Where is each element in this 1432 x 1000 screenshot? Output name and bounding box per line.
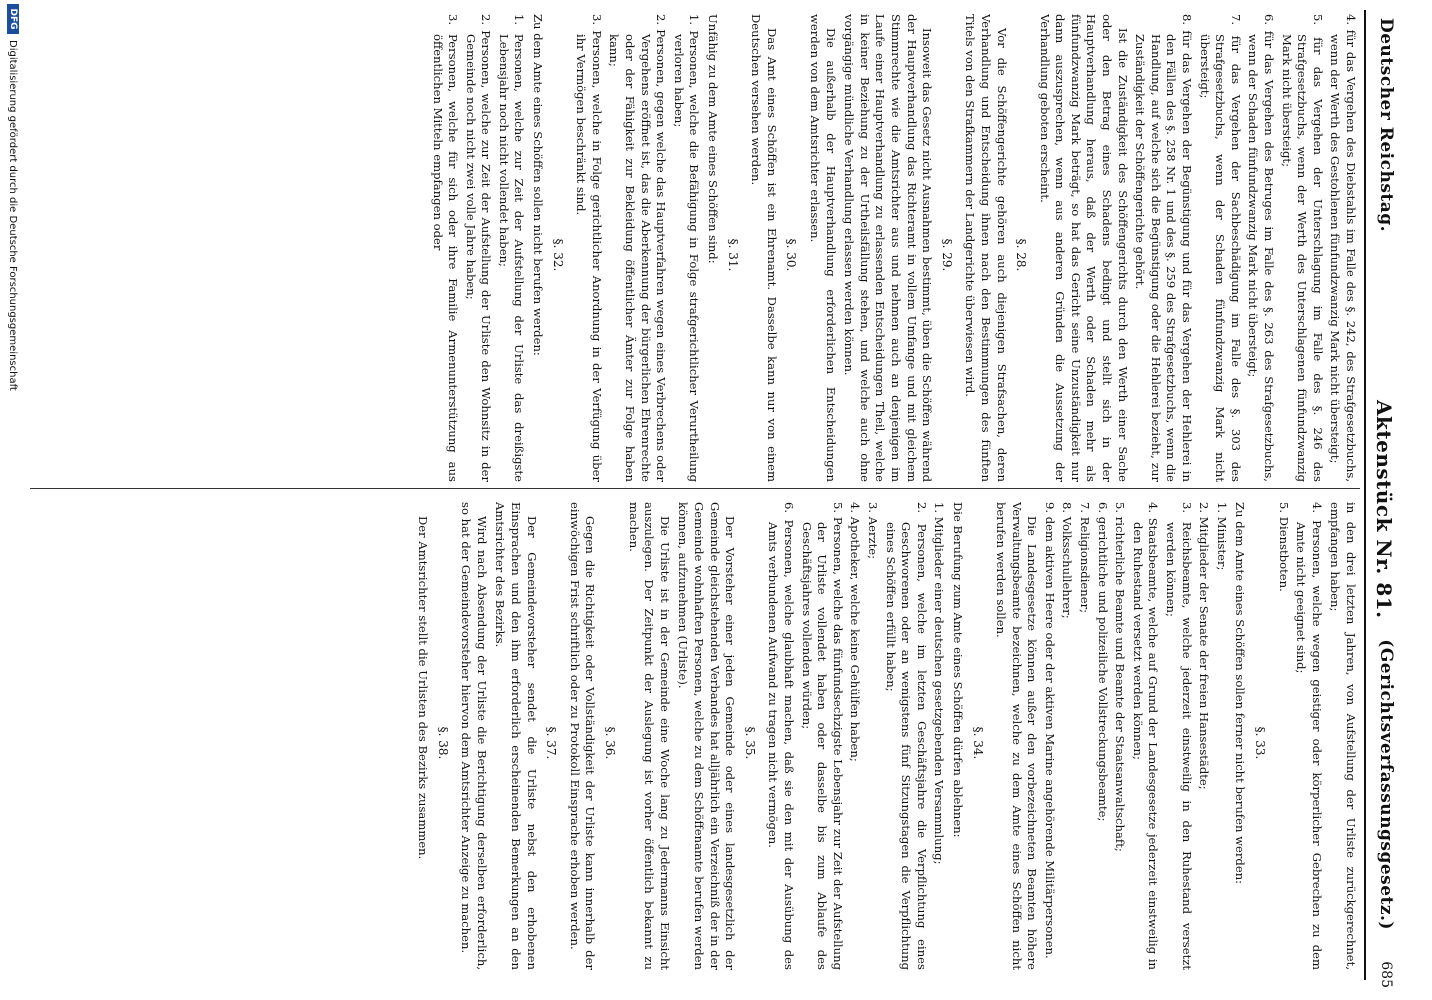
text-column-right	[38, 502, 1358, 970]
section-heading: §. 36.	[603, 726, 618, 760]
paragraph: Der Amtsrichter stellt die Urlisten des Bezirks zusammen.	[416, 516, 431, 860]
dfg-logo: DFG	[7, 4, 19, 34]
header-document-number: Aktenstück Nr. 81.	[1372, 400, 1396, 619]
section-heading: §. 31.	[725, 238, 740, 272]
paragraph: Insoweit das Gesetz nicht Ausnahmen bestimmt, üben die Schöffen während der Hauptverhandlung das Richteramt in vollem Umfange und mit gleichem Stimmrechte wie die Amtsrichter aus und nehmen auch an denjenigen im Laufe einer Hauptverhandlung zu erlassenden Entscheidungen Theil, welche in keiner Beziehung zu der Urtheilsfällung stehen, und welche auch ohne vorgängige mündliche Verhandlung erlassen werden können.	[842, 14, 935, 482]
list-item: 4. für das Vergehen des Diebstahls im Falle des §. 242, des Strafgesetzbuchs, wenn der Werth des Gestohlenen fünfundzwanzig Mark nicht übersteigt;	[1328, 14, 1358, 482]
paragraph: Der Vorsteher einer jeden Gemeinde oder eines landesgesetzlich der Gemeinde gleichstehenden Verbandes hat alljährlich ein Verzeichniß der in der Gemeinde wohnhaften Personen, welche zu dem Schöffenamte berufen werden können, aufzunehmen (Urliste).	[676, 502, 738, 970]
paragraph: Zu dem Amte eines Schöffen sollen ferner nicht berufen werden:	[1233, 502, 1248, 885]
paragraph: Unfähig zu dem Amte eines Schöffen sind:	[706, 14, 721, 264]
list-item: 3. Reichsbeamte, welche jederzeit einstweilig in den Ruhestand versetzt werden können;	[1164, 502, 1194, 970]
paragraph: Wird nach Absendung der Urliste die Berichtigung derselben erforderlich, so hat der Gemeindevorsteher hiervon dem Amtsrichter Anzeige zu machen.	[459, 502, 489, 970]
section-heading: §. 32.	[550, 238, 565, 272]
paragraph: Die Landesgesetze können außer den vorbezeichneten Beamten höhere Verwaltungsbeamte bezeichnen, welche zu dem Amte eines Schöffen nicht berufen werden sollen.	[994, 502, 1040, 970]
paragraph: Die Berufung zum Amte eines Schöffen dürfen ablehnen:	[950, 502, 965, 838]
paragraph: Das Amt eines Schöffen ist ein Ehrenamt. Dasselbe kann nur von einem Deutschen versehen werden.	[749, 14, 779, 482]
list-item: 3. Aerzte;	[865, 502, 880, 560]
header-law-title: (Gerichtsverfassungsgesetz.)	[1376, 639, 1396, 930]
list-item: 7. Religionsdiener;	[1078, 502, 1093, 614]
section-heading: §. 30.	[784, 238, 799, 272]
list-item: 5. richterliche Beamte und Beamte der Staatsanwaltschaft;	[1113, 502, 1128, 852]
list-item: 5. Personen, welche das fünfundsechzigste Lebensjahr zur Zeit der Aufstellung der Urliste vollendet haben oder dasselbe bis zum Ablaufe des Geschäftsjahres vollenden würden;	[799, 502, 845, 970]
section-heading: §. 38.	[435, 726, 450, 760]
list-item: 4. Staatsbeamte, welche auf Grund der Landesgesetze jederzeit einstweilig in den Ruhestand versetzt werden können;	[1130, 502, 1161, 970]
paragraph: Die Urliste ist in der Gemeinde eine Woche lang zu Jedermanns Einsicht auszulegen. Der Zeitpunkt der Auslegung ist vorher öffentlich bekannt zu machen.	[626, 502, 672, 970]
paragraph: Ist die Zuständigkeit des Schöffengerichts durch den Werth einer Sache oder den Betrag eines Schadens bedingt und stellt sich in der Hauptverhandlung heraus, daß der Werth oder Schaden mehr als fünfundzwanzig Mark beträgt, so hat das Gericht seine Unzuständigkeit nur dann auszusprechen, wenn aus anderen Gründen die Aussetzung der Verhandlung geboten erscheint.	[1037, 14, 1130, 482]
text-column-left	[38, 14, 1358, 482]
list-item: 6. Personen, welche glaubhaft machen, daß sie den mit der Ausübung des Amts verbundenen Aufwand zu tragen nicht vermögen.	[766, 502, 796, 970]
list-item: 6. gerichtliche und polizeiliche Vollstreckungsbeamte;	[1095, 502, 1110, 822]
section-heading: §. 34.	[970, 726, 985, 760]
list-item: 1. Personen, welche zur Zeit der Aufstellung der Urliste das dreißigste Lebensjahr noch nicht vollendet haben;	[496, 14, 527, 482]
paragraph: in den drei letzten Jahren, von Aufstellung der Urliste zurückgerechnet, empfangen haben;	[1328, 502, 1358, 970]
list-item: 9. dem aktiven Heere oder der aktiven Marine angehörende Militärpersonen.	[1042, 502, 1057, 959]
list-item: 3. Personen, welche für sich oder ihre Familie Armenunterstützung aus öffentlichen Mitteln empfangen oder	[430, 14, 461, 482]
running-header	[1368, 18, 1396, 978]
section-heading: §. 33.	[1253, 726, 1268, 760]
section-heading: §. 28.	[1014, 238, 1029, 272]
list-item: 5. für das Vergehen der Unterschlagung im Falle des §. 246 des Strafgesetzbuchs, wenn der Werth des Unterschlagenen fünfundzwanzig Mark nicht übersteigt;	[1279, 14, 1325, 482]
paragraph: Vor die Schöffengerichte gehören auch diejenigen Strafsachen, deren Verhandlung und Entscheidung ihnen nach den Bestimmungen des fünften Titels von den Strafkammern der Landgerichte überwiesen wird.	[963, 14, 1009, 482]
list-item: 8. für das Vergehen der Begünstigung und für das Vergehen der Hehlerei in den Fällen des §. 258 Nr. 1 und des §. 259 des Strafgesetzbuchs, wenn die Handlung, auf welche sich die Begünstigung oder die Hehlerei bezieht, zur Zuständigkeit der Schöffengerichte gehört.	[1133, 14, 1195, 482]
list-item: 7. für das Vergehen der Sachbeschädigung im Falle des §. 303 des Strafgesetzbuchs, wenn der Schaden fünfundzwanzig Mark nicht übersteigt;	[1197, 14, 1243, 482]
list-item: 6. für das Vergehen des Betruges im Falle des §. 263 des Strafgesetzbuchs, wenn der Schaden fünfundzwanzig Mark nicht übersteigt;	[1246, 14, 1277, 482]
list-item: 1. Personen, welche die Befähigung in Folge strafgerichtlicher Verurtheilung verloren haben;	[671, 14, 702, 482]
list-item: 2. Mitglieder der Senate der freien Hansestädte;	[1197, 502, 1212, 790]
paragraph: Gegen die Richtigkeit oder Vollständigkeit der Urliste kann innerhalb der einwöchigen Frist schriftlich oder zu Protokoll Einsprache erhoben werden.	[567, 502, 598, 970]
header-publication: Deutscher Reichstag.	[1376, 18, 1396, 233]
list-item: 2. Personen, welche im letzten Geschäftsjahre die Verpflichtung eines Geschworenen oder an wenigstens fünf Sitzungstagen die Verpflichtung eines Schöffen erfüllt haben;	[883, 502, 929, 970]
paragraph: Zu dem Amte eines Schöffen sollen nicht berufen werden:	[531, 14, 546, 356]
section-heading: §. 37.	[544, 726, 559, 760]
list-item: 1. Mitglieder einer deutschen gesetzgebenden Versammlung;	[932, 502, 947, 865]
digitization-credit	[2, 0, 22, 1000]
list-item: 5. Dienstboten.	[1276, 502, 1291, 592]
list-item: 2. Personen, gegen welche das Hauptverfahren wegen eines Verbrechens oder Vergehens eröffnet ist, das die Aberkennung der bürgerlichen Ehrenrechte oder der Fähigkeit zur Bekleidung öffentlicher Ämter zur Folge haben kann;	[607, 14, 669, 482]
credit-text: Digitalisierung gefördert durch die Deutsche Forschungsgemeinschaft	[7, 40, 18, 391]
header-rule	[1364, 10, 1366, 980]
list-item: 4. Personen, welche wegen geistiger oder körperlicher Gebrechen zu dem Amte nicht geeignet sind;	[1294, 502, 1324, 970]
list-item: 4. Apotheker, welche keine Gehülfen haben;	[848, 502, 863, 762]
paragraph: Die außerhalb der Hauptverhandlung erforderlichen Entscheidungen werden von dem Amtsrichter erlassen.	[808, 14, 838, 482]
list-item: 1. Minister;	[1214, 502, 1229, 571]
section-heading: §. 29.	[939, 238, 954, 272]
paragraph: Der Gemeindevorsteher sendet die Urliste nebst den erhobenen Einsprachen und den ihm erforderlich erscheinenden Bemerkungen an den Amtsrichter des Bezirks.	[493, 502, 539, 970]
column-divider	[30, 488, 1360, 489]
page-number: 685	[1378, 961, 1394, 988]
list-item: 3. Personen, welche in Folge gerichtlicher Anordnung in der Verfügung über ihr Vermögen beschränkt sind.	[574, 14, 604, 482]
section-heading: §. 35.	[742, 726, 757, 760]
list-item: 8. Volksschullehrer;	[1060, 502, 1075, 619]
list-item: 2. Personen, welche zur Zeit der Aufstellung der Urliste den Wohnsitz in der Gemeinde noch nicht zwei volle Jahre haben;	[463, 14, 494, 482]
